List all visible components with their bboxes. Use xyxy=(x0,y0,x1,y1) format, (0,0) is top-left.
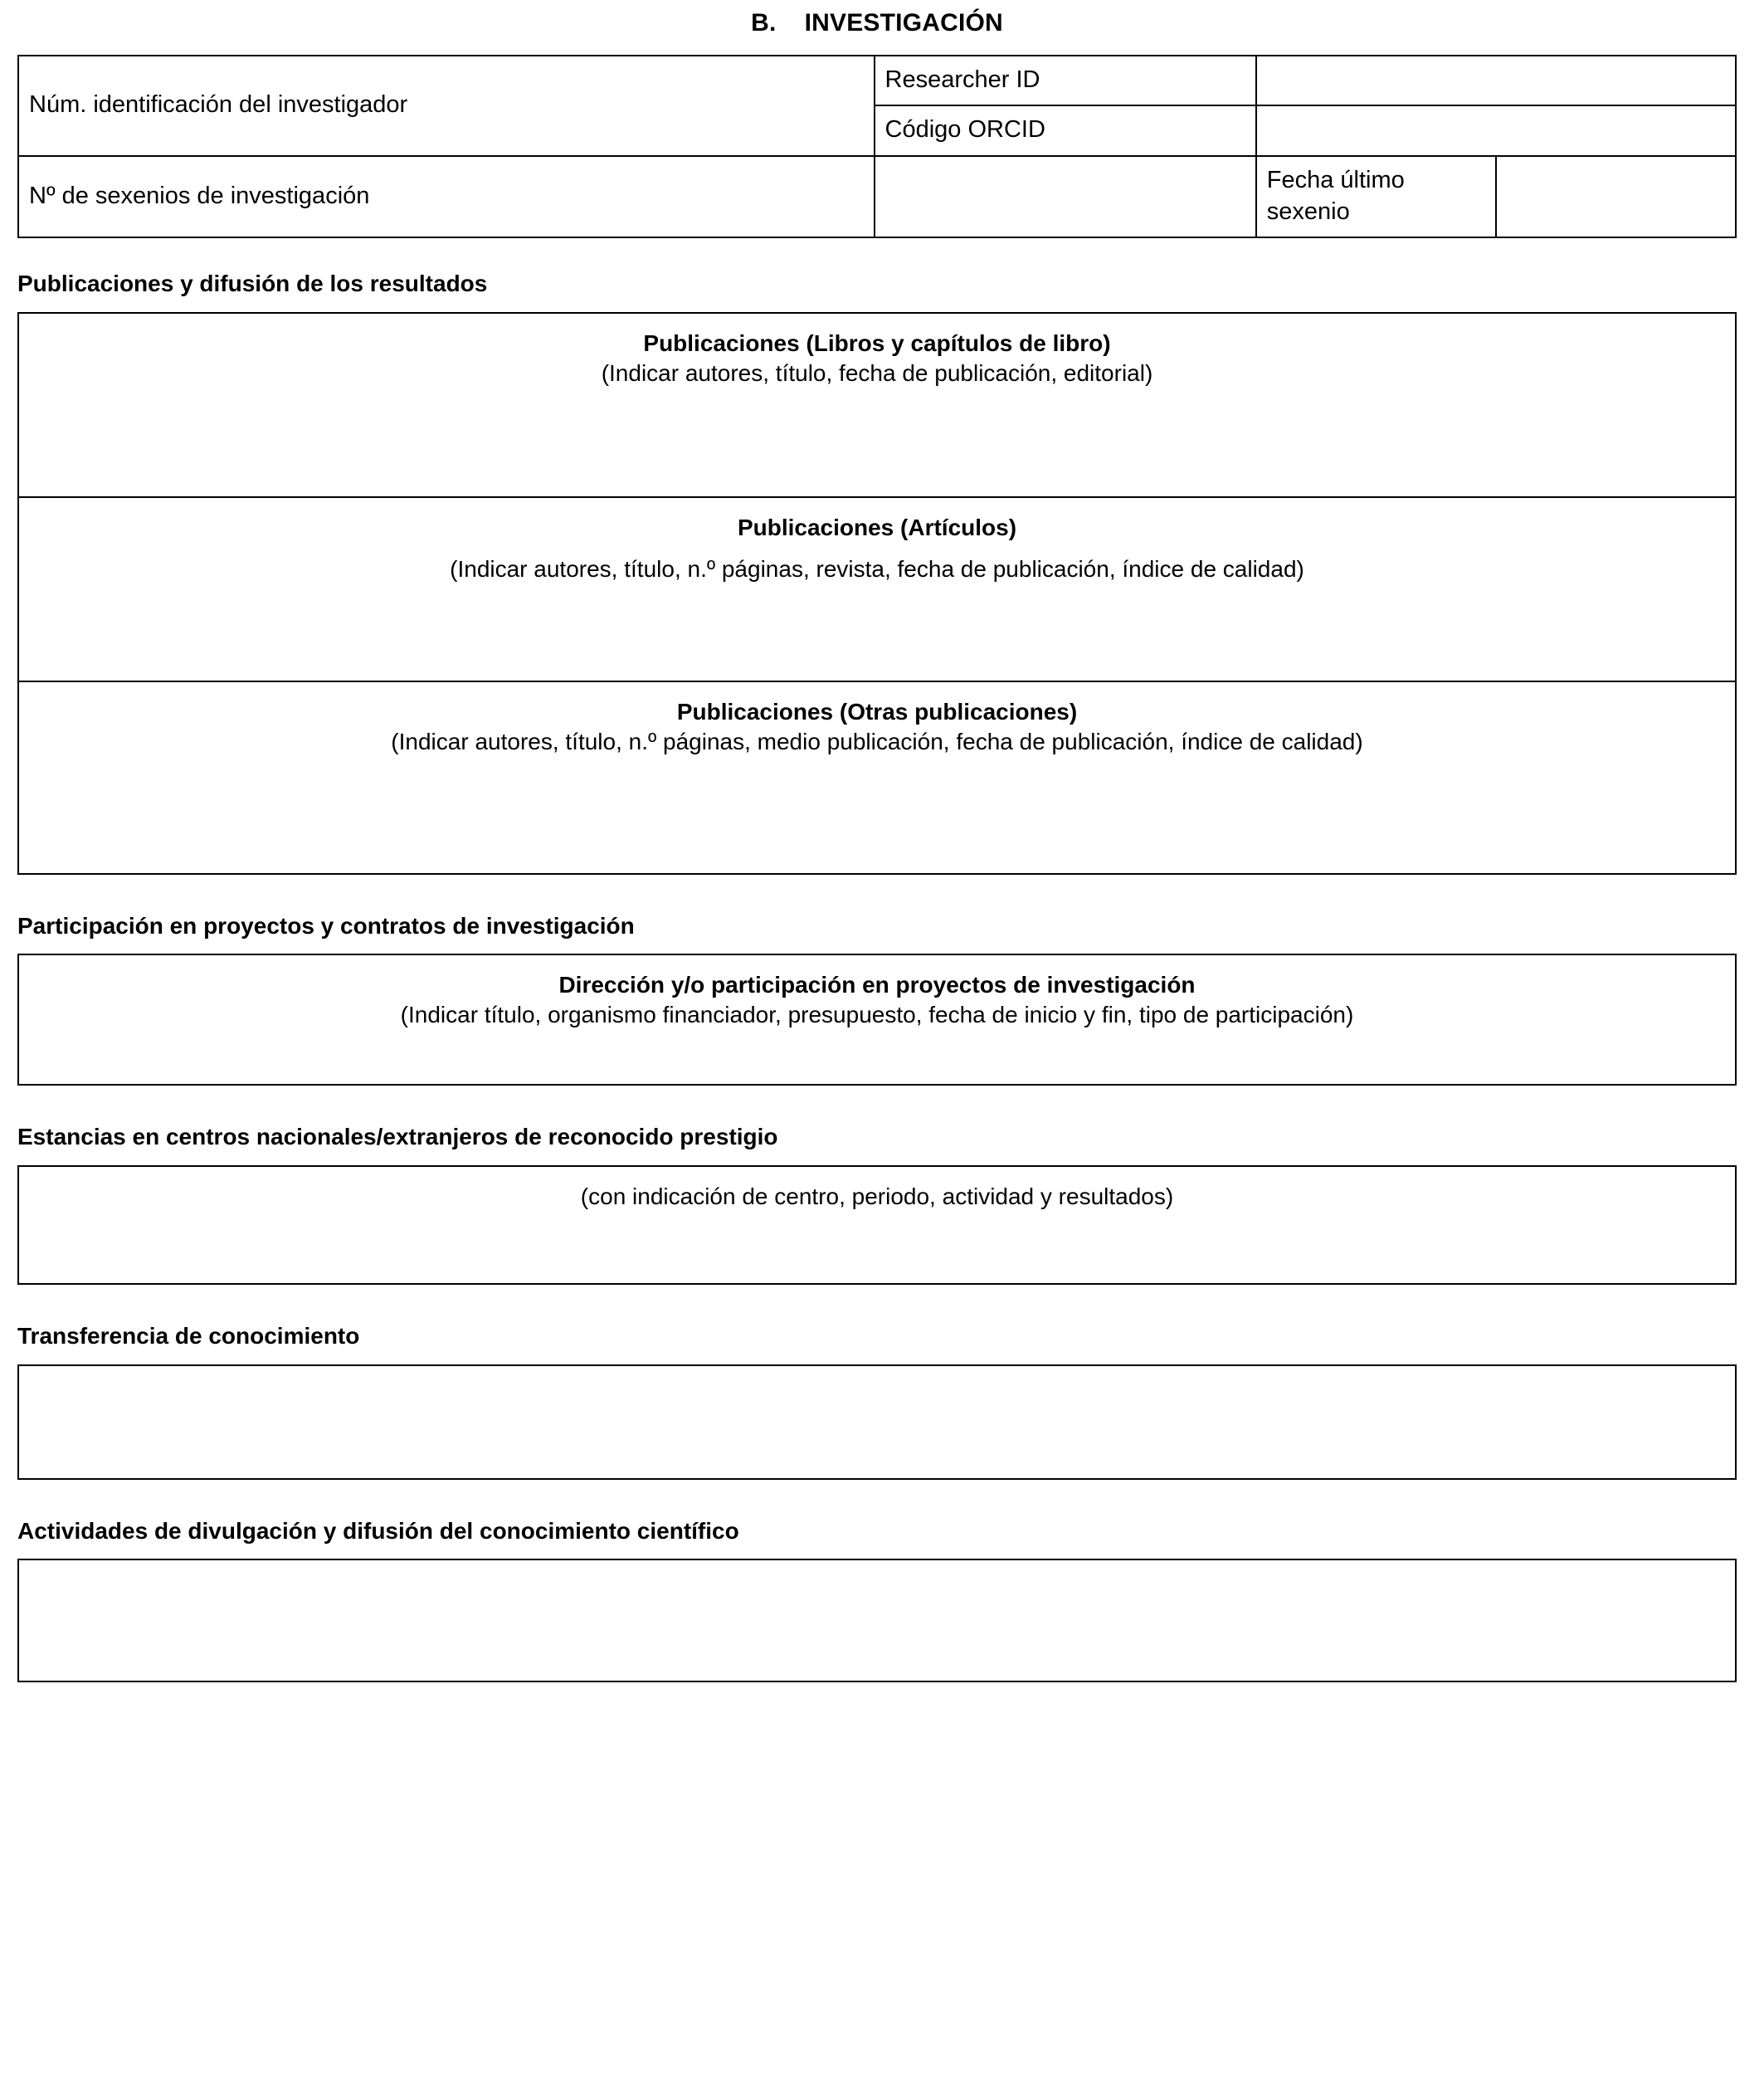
heading-divulgacion: Actividades de divulgación y difusión del conocimiento científico xyxy=(17,1517,739,1544)
transfer-box-group xyxy=(17,1364,1737,1480)
publications-articles-subtitle: (Indicar autores, título, n.º páginas, revista, fecha de publicación, índice de calidad) xyxy=(450,555,1304,582)
heading-proyectos: Participación en proyectos y contratos de investigación xyxy=(17,912,635,939)
transfer-cell[interactable] xyxy=(19,1366,1735,1478)
stays-cell[interactable] xyxy=(19,1167,1735,1283)
cell-fecha-ultimo-sexenio-label xyxy=(1256,156,1496,237)
table-row xyxy=(18,156,1736,237)
spacer xyxy=(17,1545,1737,1559)
publications-other-cell[interactable] xyxy=(19,682,1735,873)
fecha-ultimo-sexenio-label: Fecha último sexenio xyxy=(1266,166,1405,225)
field-researcher-id-value[interactable] xyxy=(1256,56,1736,106)
projects-cell[interactable] xyxy=(19,955,1735,1084)
stays-box-group xyxy=(17,1165,1737,1285)
publications-books-subtitle: (Indicar autores, título, fecha de publicación, editorial) xyxy=(601,359,1153,386)
publications-box-group xyxy=(17,312,1737,875)
cell-researcher-number-label xyxy=(18,56,875,156)
cell-researcher-id-label xyxy=(875,56,1256,106)
publications-other-title: Publicaciones (Otras publicaciones) xyxy=(676,698,1078,725)
spacer xyxy=(17,1285,1737,1322)
spacer xyxy=(17,298,1737,312)
publications-books-cell[interactable] xyxy=(19,314,1735,498)
field-sexenios-value[interactable] xyxy=(875,156,1256,237)
spacer xyxy=(17,238,1737,270)
heading-estancias: Estancias en centros nacionales/extranjeros de reconocido prestigio xyxy=(17,1124,778,1150)
publications-articles-title: Publicaciones (Artículos) xyxy=(737,514,1017,540)
page-title: B. INVESTIGACIÓN xyxy=(751,9,1003,37)
publications-other-subtitle: (Indicar autores, título, n.º páginas, medio publicación, fecha de publicación, índice de calidad) xyxy=(391,728,1363,754)
spacer xyxy=(17,940,1737,954)
outreach-cell[interactable] xyxy=(19,1560,1735,1681)
researcher-identification-table xyxy=(17,55,1737,239)
spacer xyxy=(17,1480,1737,1517)
spacer xyxy=(17,1151,1737,1165)
outreach-box-group xyxy=(17,1559,1737,1682)
field-fecha-ultimo-sexenio-value[interactable] xyxy=(1496,156,1736,237)
spacer xyxy=(17,1350,1737,1364)
spacer xyxy=(17,875,1737,912)
orcid-label: Código ORCID xyxy=(884,116,1045,144)
sexenios-label: Nº de sexenios de investigación xyxy=(29,182,370,209)
projects-subtitle: (Indicar título, organismo financiador, presupuesto, fecha de inicio y fin, tipo de participación) xyxy=(400,1002,1354,1028)
heading-transferencia: Transferencia de conocimiento xyxy=(17,1323,360,1349)
field-orcid-value[interactable] xyxy=(1256,105,1736,156)
cell-orcid-label xyxy=(875,105,1256,156)
publications-articles-cell[interactable] xyxy=(19,498,1735,682)
projects-title: Dirección y/o participación en proyectos de investigación xyxy=(558,972,1196,998)
heading-publicaciones: Publicaciones y difusión de los resultados xyxy=(17,271,488,297)
researcher-id-label: Researcher ID xyxy=(884,66,1040,93)
researcher-number-label: Núm. identificación del investigador xyxy=(29,90,408,118)
table-row xyxy=(18,56,1736,106)
cell-sexenios-label xyxy=(18,156,875,237)
stays-subtitle: (con indicación de centro, periodo, actividad y resultados) xyxy=(580,1184,1174,1210)
projects-box-group xyxy=(17,954,1737,1086)
spacer xyxy=(17,1086,1737,1123)
publications-books-title: Publicaciones (Libros y capítulos de libro) xyxy=(643,329,1111,356)
